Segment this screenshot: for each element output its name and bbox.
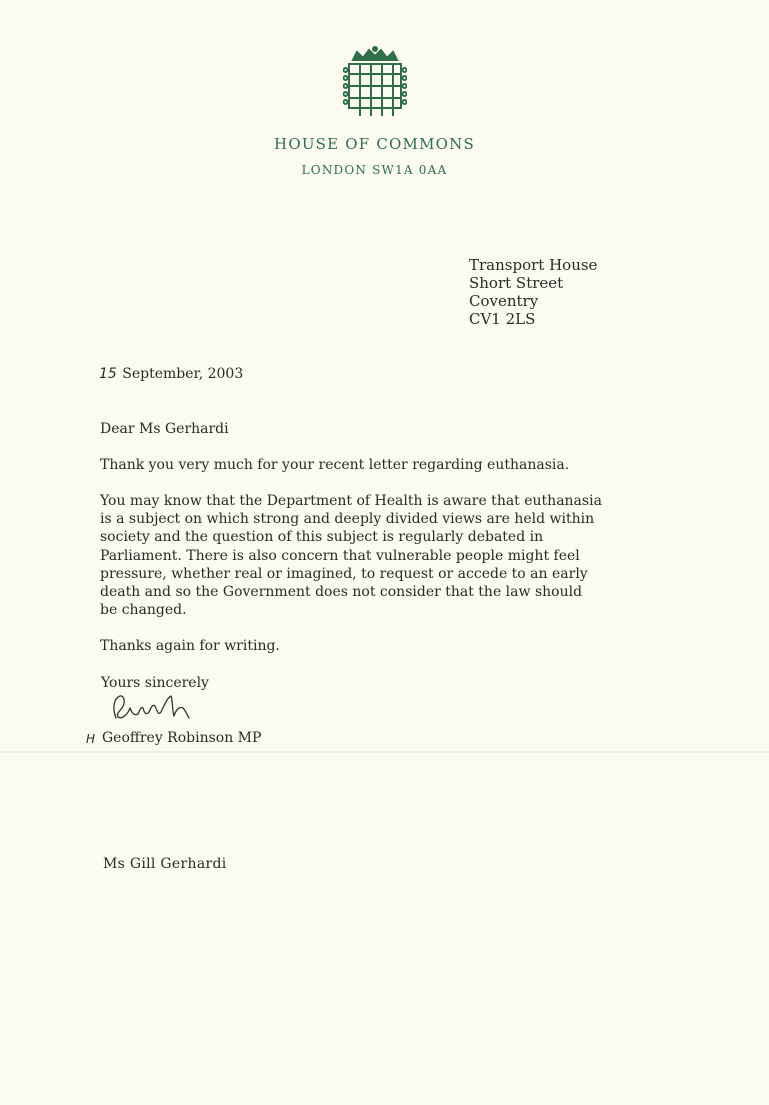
signer-name: Geoffrey Robinson MP	[102, 730, 262, 746]
date-day-handwritten: 15	[99, 366, 117, 382]
sender-address-line: CV1 2LS	[469, 310, 536, 328]
paragraph-line: death and so the Government does not consider that the law should	[100, 584, 583, 601]
paragraph-3: Thanks again for writing.	[100, 638, 280, 654]
portcullis-crest-icon	[343, 46, 407, 120]
sender-address	[469, 256, 597, 328]
letterhead-title: HOUSE OF COMMONS	[274, 135, 475, 153]
paragraph-line: Parliament. There is also concern that vulnerable people might feel	[100, 547, 580, 564]
sender-address-line: Short Street	[469, 274, 564, 292]
paragraph-line: is a subject on which strong and deeply divided views are held within	[100, 511, 595, 528]
sender-address-line: Transport House	[469, 256, 598, 274]
paragraph-line: society and the question of this subject is regularly debated in	[100, 529, 544, 546]
paragraph-2	[100, 492, 680, 619]
paragraph-1: Thank you very much for your recent letter regarding euthanasia.	[100, 457, 570, 473]
handwritten-signature	[110, 692, 194, 722]
paragraph-line: pressure, whether real or imagined, to request or accede to an early	[100, 565, 588, 582]
paragraph-line: be changed.	[100, 602, 187, 619]
closing: Yours sincerely	[101, 675, 209, 691]
paragraph-line: You may know that the Department of Health is aware that euthanasia	[100, 493, 602, 509]
letter-date	[99, 366, 243, 382]
date-month-year: September, 2003	[122, 366, 244, 382]
signature-initial-mark: H	[86, 732, 96, 746]
paper-fold	[0, 751, 769, 753]
recipient-name: Ms Gill Gerhardi	[103, 856, 227, 872]
salutation: Dear Ms Gerhardi	[100, 421, 229, 437]
sender-address-line: Coventry	[469, 292, 539, 310]
letterhead-address: LONDON SW1A 0AA	[301, 163, 448, 177]
